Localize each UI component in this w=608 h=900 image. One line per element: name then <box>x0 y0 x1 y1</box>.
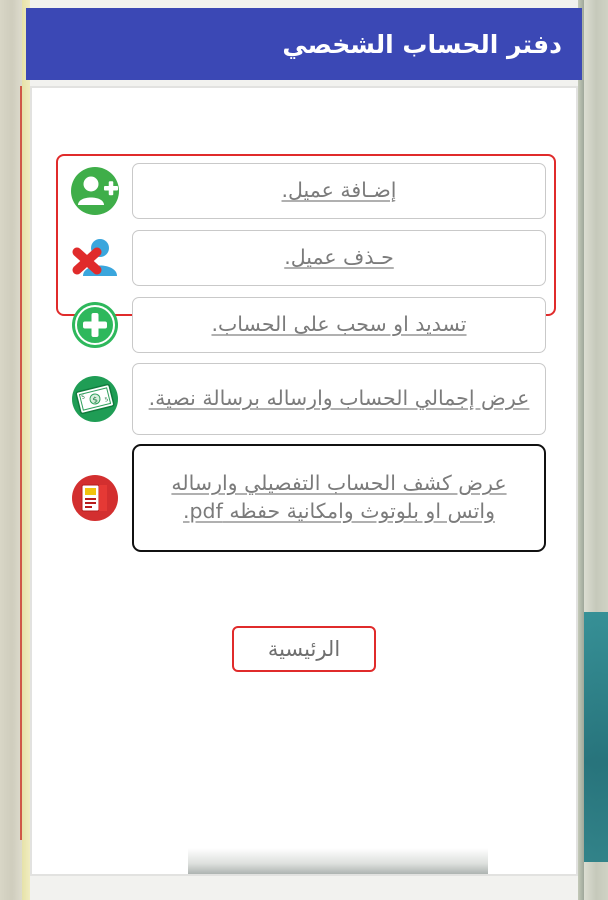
title-bar <box>26 8 582 80</box>
svg-text:$: $ <box>91 394 99 405</box>
left-photo-edge <box>0 0 30 900</box>
add-customer-button[interactable] <box>132 163 546 219</box>
menu-row-detailed-report[interactable] <box>66 444 546 552</box>
total-sms-button[interactable] <box>132 363 546 435</box>
menu-row-total-sms[interactable] <box>66 363 546 435</box>
payment-label: تسديد او سحب على الحساب. <box>211 312 467 337</box>
menu-row-payment[interactable] <box>66 296 546 354</box>
delete-customer-label: حـذف عميل. <box>284 245 394 270</box>
detailed-report-button[interactable] <box>132 444 546 552</box>
plus-circle-icon <box>66 296 124 354</box>
svg-text:5: 5 <box>80 394 86 402</box>
money-icon <box>66 370 124 428</box>
detailed-report-label: عرض كشف الحساب التفصيلي وارساله واتس او بلوتوث وامكانية حفظه pdf. <box>171 471 507 523</box>
svg-text:5: 5 <box>104 396 110 404</box>
delete-user-icon <box>66 229 124 287</box>
menu-list <box>66 162 546 561</box>
home-button-wrap <box>38 626 570 672</box>
right-photo-edge <box>578 0 608 900</box>
content-card <box>30 86 578 876</box>
home-button-label: الرئيسية <box>267 637 341 661</box>
page-title: دفتر الحساب الشخصي <box>282 29 562 59</box>
add-user-icon <box>66 162 124 220</box>
menu-row-add-customer[interactable] <box>66 162 546 220</box>
add-customer-label: إضـافة عميل. <box>281 178 397 203</box>
report-icon <box>66 469 124 527</box>
total-sms-label: عرض إجمالي الحساب وارساله برسالة نصية. <box>148 386 530 411</box>
right-teal-strip <box>576 612 608 862</box>
payment-button[interactable] <box>132 297 546 353</box>
delete-customer-button[interactable] <box>132 230 546 286</box>
bottom-smudge <box>188 848 488 874</box>
home-button[interactable] <box>232 626 376 672</box>
content-inner <box>38 96 570 874</box>
menu-row-delete-customer[interactable] <box>66 229 546 287</box>
